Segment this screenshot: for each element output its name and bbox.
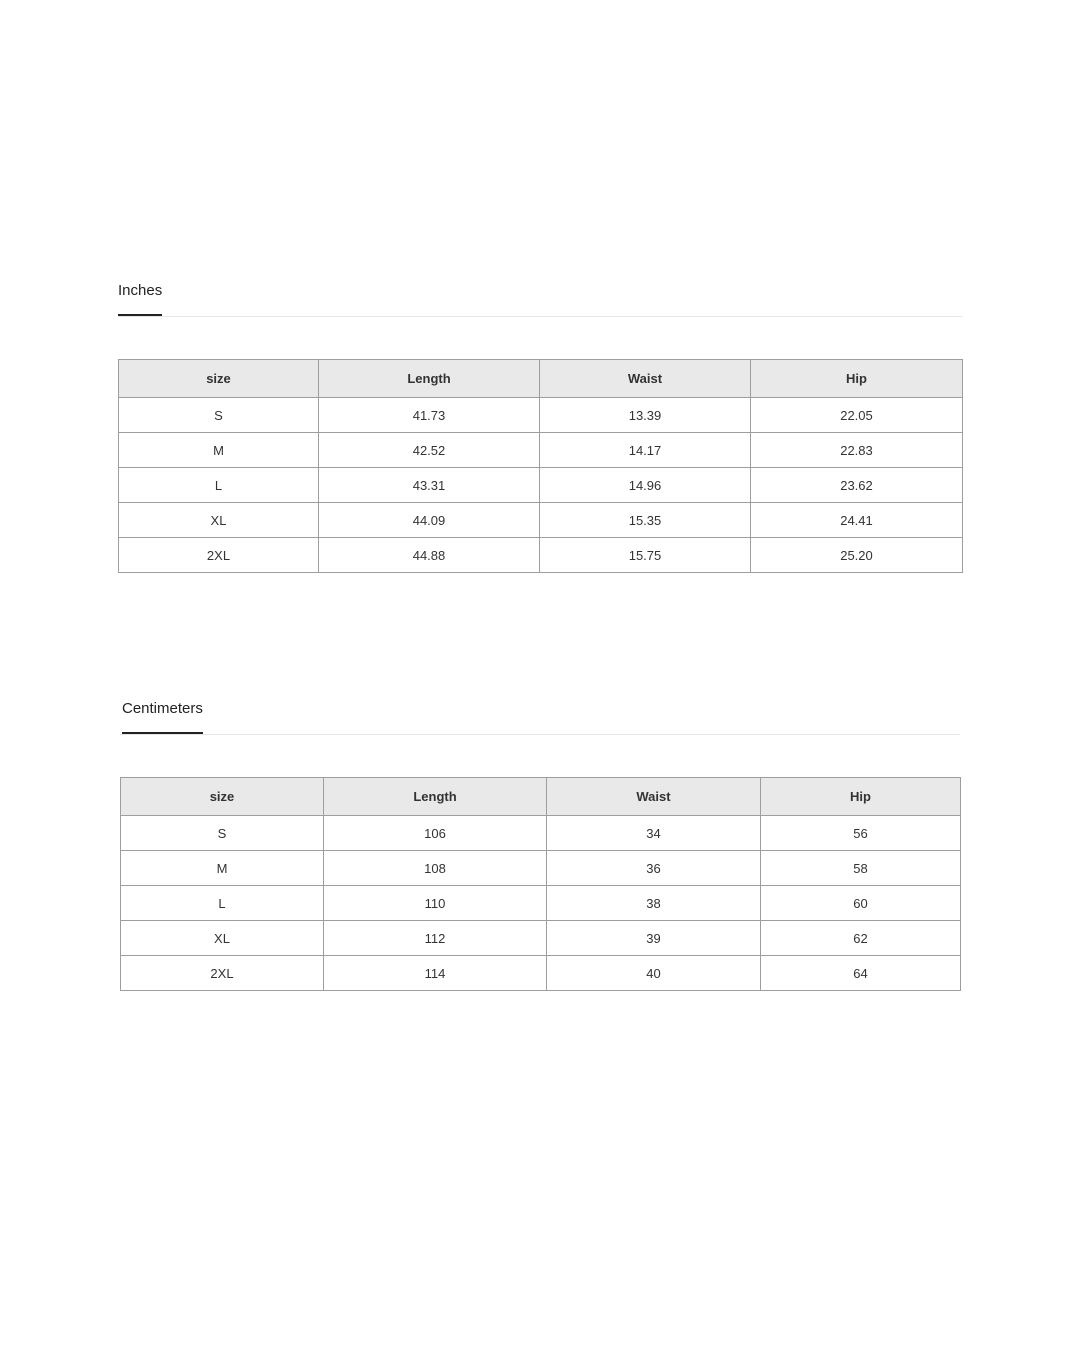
cell-size: 2XL (121, 956, 324, 991)
cell-size: XL (119, 503, 319, 538)
inches-section (118, 280, 962, 563)
inches-tab-bar (118, 280, 962, 317)
cell-length: 41.73 (319, 398, 540, 433)
table-row (121, 816, 961, 851)
table-row (121, 956, 961, 991)
column-header-hip: Hip (751, 360, 963, 398)
centimeters-section (120, 698, 960, 981)
table-row (121, 921, 961, 956)
cell-hip: 25.20 (751, 538, 963, 573)
table-header-row (121, 778, 961, 816)
column-header-size: size (119, 360, 319, 398)
cell-waist: 39 (547, 921, 761, 956)
cell-length: 44.88 (319, 538, 540, 573)
tab-centimeters[interactable]: Centimeters (122, 700, 203, 734)
table-row (121, 886, 961, 921)
cell-size: S (121, 816, 324, 851)
table-row (119, 398, 963, 433)
cell-size: 2XL (119, 538, 319, 573)
cell-hip: 62 (761, 921, 961, 956)
cell-length: 42.52 (319, 433, 540, 468)
column-header-length: Length (319, 360, 540, 398)
cell-waist: 38 (547, 886, 761, 921)
cell-length: 106 (324, 816, 547, 851)
cell-waist: 36 (547, 851, 761, 886)
column-header-waist: Waist (547, 778, 761, 816)
cell-hip: 60 (761, 886, 961, 921)
cell-waist: 15.35 (540, 503, 751, 538)
cell-length: 110 (324, 886, 547, 921)
cell-size: L (121, 886, 324, 921)
table-row (119, 503, 963, 538)
column-header-size: size (121, 778, 324, 816)
column-header-hip: Hip (761, 778, 961, 816)
cell-waist: 40 (547, 956, 761, 991)
column-header-waist: Waist (540, 360, 751, 398)
table-header-row (119, 360, 963, 398)
cell-length: 44.09 (319, 503, 540, 538)
cell-waist: 13.39 (540, 398, 751, 433)
inches-size-table (118, 359, 963, 573)
cell-length: 114 (324, 956, 547, 991)
centimeters-tab-bar (120, 698, 960, 735)
cell-hip: 56 (761, 816, 961, 851)
cell-hip: 22.83 (751, 433, 963, 468)
cell-hip: 22.05 (751, 398, 963, 433)
cell-size: XL (121, 921, 324, 956)
cell-hip: 58 (761, 851, 961, 886)
cell-hip: 24.41 (751, 503, 963, 538)
column-header-length: Length (324, 778, 547, 816)
cell-hip: 64 (761, 956, 961, 991)
cell-length: 112 (324, 921, 547, 956)
table-row (119, 468, 963, 503)
cell-waist: 14.17 (540, 433, 751, 468)
cell-length: 43.31 (319, 468, 540, 503)
tab-inches[interactable]: Inches (118, 282, 162, 316)
cell-waist: 14.96 (540, 468, 751, 503)
table-row (119, 433, 963, 468)
cell-size: M (121, 851, 324, 886)
cell-waist: 15.75 (540, 538, 751, 573)
table-row (119, 538, 963, 573)
cell-size: L (119, 468, 319, 503)
table-row (121, 851, 961, 886)
centimeters-size-table (120, 777, 961, 991)
cell-waist: 34 (547, 816, 761, 851)
cell-size: S (119, 398, 319, 433)
cell-hip: 23.62 (751, 468, 963, 503)
cell-size: M (119, 433, 319, 468)
cell-length: 108 (324, 851, 547, 886)
